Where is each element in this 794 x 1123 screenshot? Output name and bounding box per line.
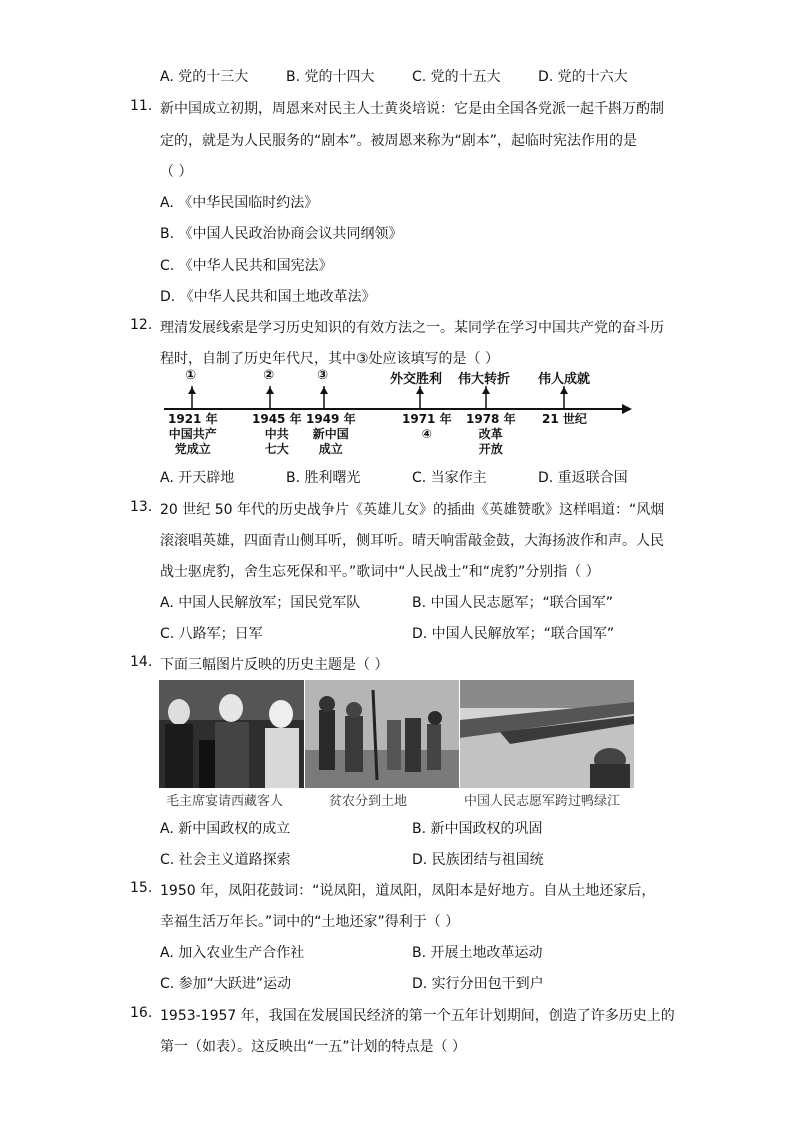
q12-option-a[interactable]: A. 开天辟地 bbox=[160, 470, 235, 486]
question-number: 15. bbox=[130, 880, 153, 896]
timeline-label-1949: 1949 年 新中国 成立 bbox=[306, 412, 356, 456]
photo-yalu-river-image bbox=[460, 680, 634, 788]
photo-land-reform bbox=[305, 680, 459, 788]
q15-option-a[interactable]: A. 加入农业生产合作社 bbox=[160, 945, 305, 961]
q15-option-d[interactable]: D. 实行分田包干到户 bbox=[412, 976, 544, 992]
q11-option-b[interactable]: B. 《中国人民政治协商会议共同纲领》 bbox=[160, 226, 403, 242]
timeline-label-21c: 21 世纪 bbox=[542, 412, 587, 426]
q12-option-d[interactable]: D. 重返联合国 bbox=[538, 470, 628, 486]
q10-option-c[interactable]: C. 党的十五大 bbox=[412, 69, 501, 85]
question-text: 幸福生活万年长。”词中的“土地还家”得利于（ ） bbox=[160, 914, 460, 930]
q11-option-d[interactable]: D. 《中华人民共和国土地改革法》 bbox=[160, 289, 376, 305]
timeline-label-1971: 1971 年 ④ bbox=[402, 412, 452, 441]
q14-option-a[interactable]: A. 新中国政权的成立 bbox=[160, 821, 291, 837]
q14-option-d[interactable]: D. 民族团结与祖国统 bbox=[412, 852, 544, 868]
question-number: 11. bbox=[130, 98, 153, 114]
photo-land-reform-image bbox=[305, 680, 459, 788]
q14-option-b[interactable]: B. 新中国政权的巩固 bbox=[412, 821, 543, 837]
question-text: 战士驱虎豹，舍生忘死保和平。”歌词中“人民战士”和“虎豹”分别指（ ） bbox=[160, 564, 600, 580]
timeline-marker-3: ③ bbox=[317, 368, 329, 383]
q13-option-b[interactable]: B. 中国人民志愿军；“联合国军” bbox=[412, 595, 614, 611]
q10-option-b[interactable]: B. 党的十四大 bbox=[286, 69, 375, 85]
timeline-marker-1: ① bbox=[185, 368, 197, 383]
photo-tibet-banquet-image bbox=[159, 680, 304, 788]
timeline-label-1978: 1978 年 改革 开放 bbox=[466, 412, 516, 456]
question-number: 12. bbox=[130, 317, 153, 333]
timeline-marker-diplomatic: 外交胜利 bbox=[390, 372, 443, 387]
q10-option-a[interactable]: A. 党的十三大 bbox=[160, 69, 249, 85]
q12-option-c[interactable]: C. 当家作主 bbox=[412, 470, 487, 486]
photo-caption-land: 贫农分到土地 bbox=[329, 794, 408, 809]
q12-option-b[interactable]: B. 胜利曙光 bbox=[286, 470, 361, 486]
question-text: 下面三幅图片反映的历史主题是（ ） bbox=[160, 657, 389, 673]
question-number: 13. bbox=[130, 499, 153, 515]
timeline-label-1945: 1945 年 中共 七大 bbox=[252, 412, 302, 456]
timeline-marker-2: ② bbox=[263, 368, 275, 383]
photo-caption-yalu: 中国人民志愿军跨过鸭绿江 bbox=[464, 794, 621, 809]
question-number: 16. bbox=[130, 1005, 153, 1021]
photo-caption-tibet: 毛主席宴请西藏客人 bbox=[166, 794, 284, 809]
q15-option-b[interactable]: B. 开展土地改革运动 bbox=[412, 945, 543, 961]
question-text: 20 世纪 50 年代的历史战争片《英雄儿女》的插曲《英雄赞歌》这样唱道：“风烟 bbox=[160, 502, 665, 518]
question-number: 14. bbox=[130, 654, 153, 670]
q11-option-c[interactable]: C. 《中华人民共和国宪法》 bbox=[160, 258, 333, 274]
question-text: 理清发展线索是学习历史知识的有效方法之一。某同学在学习中国共产党的奋斗历 bbox=[160, 320, 664, 336]
timeline-label-1921: 1921 年 中国共产 党成立 bbox=[168, 412, 218, 456]
q13-option-c[interactable]: C. 八路军；日军 bbox=[160, 626, 263, 642]
question-text: 滚滚唱英雄，四面青山侧耳听，侧耳听。晴天响雷敲金鼓，大海扬波作和声。人民 bbox=[160, 533, 664, 549]
history-timeline bbox=[160, 368, 640, 464]
timeline-marker-turning: 伟大转折 bbox=[458, 372, 511, 387]
question-text: 第一（如表）。这反映出“一五”计划的特点是（ ） bbox=[160, 1039, 466, 1055]
q14-option-c[interactable]: C. 社会主义道路探索 bbox=[160, 852, 291, 868]
question-text: 1950 年，凤阳花鼓词：“说凤阳，道凤阳，凤阳本是好地方。自从土地还家后， bbox=[160, 883, 656, 899]
timeline-marker-achievement: 伟人成就 bbox=[538, 372, 591, 387]
q13-option-a[interactable]: A. 中国人民解放军；国民党军队 bbox=[160, 595, 361, 611]
photo-yalu-river bbox=[460, 680, 634, 788]
question-text: 定的，就是为人民服务的“剧本”。被周恩来称为“剧本”，起临时宪法作用的是 bbox=[160, 133, 638, 149]
q10-option-d[interactable]: D. 党的十六大 bbox=[538, 69, 628, 85]
q13-option-d[interactable]: D. 中国人民解放军；“联合国军” bbox=[412, 626, 615, 642]
photo-tibet-banquet bbox=[159, 680, 304, 788]
question-text: 1953-1957 年，我国在发展国民经济的第一个五年计划期间，创造了许多历史上的 bbox=[160, 1008, 675, 1024]
q15-option-c[interactable]: C. 参加“大跃进”运动 bbox=[160, 976, 292, 992]
q11-option-a[interactable]: A. 《中华民国临时约法》 bbox=[160, 195, 319, 211]
question-blank: （ ） bbox=[160, 164, 193, 180]
question-text: 新中国成立初期，周恩来对民主人士黄炎培说：它是由全国各党派一起千斟万酌制 bbox=[160, 101, 664, 117]
question-text: 程时，自制了历史年代尺，其中③处应该填写的是（ ） bbox=[160, 351, 499, 367]
